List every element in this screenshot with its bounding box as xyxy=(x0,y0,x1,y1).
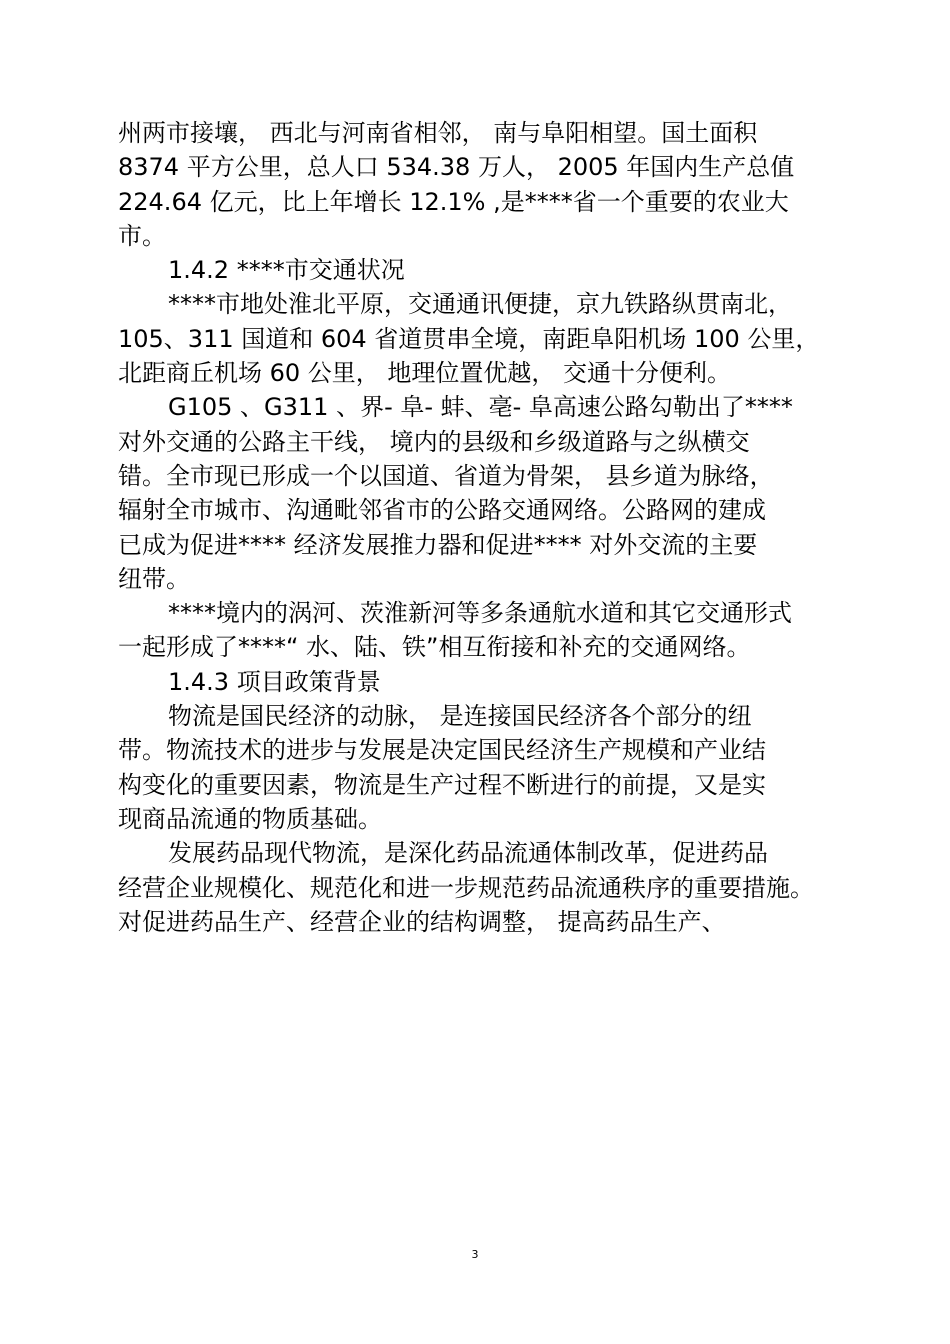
text-line: 物流是国民经济的动脉， 是连接国民经济各个部分的纽 xyxy=(168,702,752,731)
paragraph-highway-network xyxy=(118,390,858,596)
text-line: ****市地处淮北平原，交通通讯便捷，京九铁路纵贯南北， xyxy=(168,290,792,319)
text-line: 224.64 亿元，比上年增长 12.1% ,是****省一个重要的农业大 xyxy=(118,187,789,216)
text-line: 已成为促进**** 经济发展推力器和促进**** 对外交流的主要 xyxy=(118,530,758,559)
text-line: 市。 xyxy=(118,221,166,250)
text-line: 北距商丘机场 60 公里， 地理位置优越， 交通十分便利。 xyxy=(118,359,732,388)
text-line: ****境内的涡河、茨淮新河等多条通航水道和其它交通形式 xyxy=(168,599,792,628)
paragraph-intro-continued xyxy=(118,116,858,253)
text-line: 经营企业规模化、规范化和进一步规范药品流通秩序的重要措施。 xyxy=(118,873,814,902)
text-line: G105 、G311 、界- 阜- 蚌、亳- 阜高速公路勾勒出了**** xyxy=(168,393,793,422)
text-line: 带。物流技术的进步与发展是决定国民经济生产规模和产业结 xyxy=(118,736,766,765)
text-line: 对促进药品生产、经营企业的结构调整， 提高药品生产、 xyxy=(118,907,726,936)
text-line: 辐射全市城市、沟通毗邻省市的公路交通网络。公路网的建成 xyxy=(118,496,766,525)
paragraph-water-transport xyxy=(118,596,858,665)
text-line: 对外交通的公路主干线， 境内的县级和乡级道路与之纵横交 xyxy=(118,427,750,456)
heading-line: 1.4.2 ****市交通状况 xyxy=(168,256,405,285)
section-heading-1-4-3 xyxy=(118,665,858,699)
text-line: 8374 平方公里，总人口 534.38 万人， 2005 年国内生产总值 xyxy=(118,153,795,182)
text-line: 一起形成了****“ 水、陆、铁”相互衔接和补充的交通网络。 xyxy=(118,633,751,662)
text-line: 州两市接壤， 西北与河南省相邻， 南与阜阳相望。国土面积 xyxy=(118,119,758,147)
text-line: 错。全市现已形成一个以国道、省道为骨架， 县乡道为脉络， xyxy=(118,461,774,490)
text-line: 现商品流通的物质基础。 xyxy=(118,804,382,833)
section-heading-1-4-2 xyxy=(118,253,858,287)
page-number: 3 xyxy=(471,1248,479,1261)
paragraph-logistics-importance xyxy=(118,699,858,836)
text-line: 105、311 国道和 604 省道贯串全境，南距阜阳机场 100 公里， xyxy=(118,324,820,353)
heading-line: 1.4.3 项目政策背景 xyxy=(168,667,381,696)
document-body xyxy=(118,116,858,939)
text-line: 构变化的重要因素，物流是生产过程不断进行的前提，又是实 xyxy=(118,770,766,799)
text-line: 发展药品现代物流，是深化药品流通体制改革，促进药品 xyxy=(168,839,768,868)
paragraph-pharma-logistics xyxy=(118,836,858,939)
paragraph-traffic-overview xyxy=(118,287,858,390)
text-line: 纽带。 xyxy=(118,564,190,593)
